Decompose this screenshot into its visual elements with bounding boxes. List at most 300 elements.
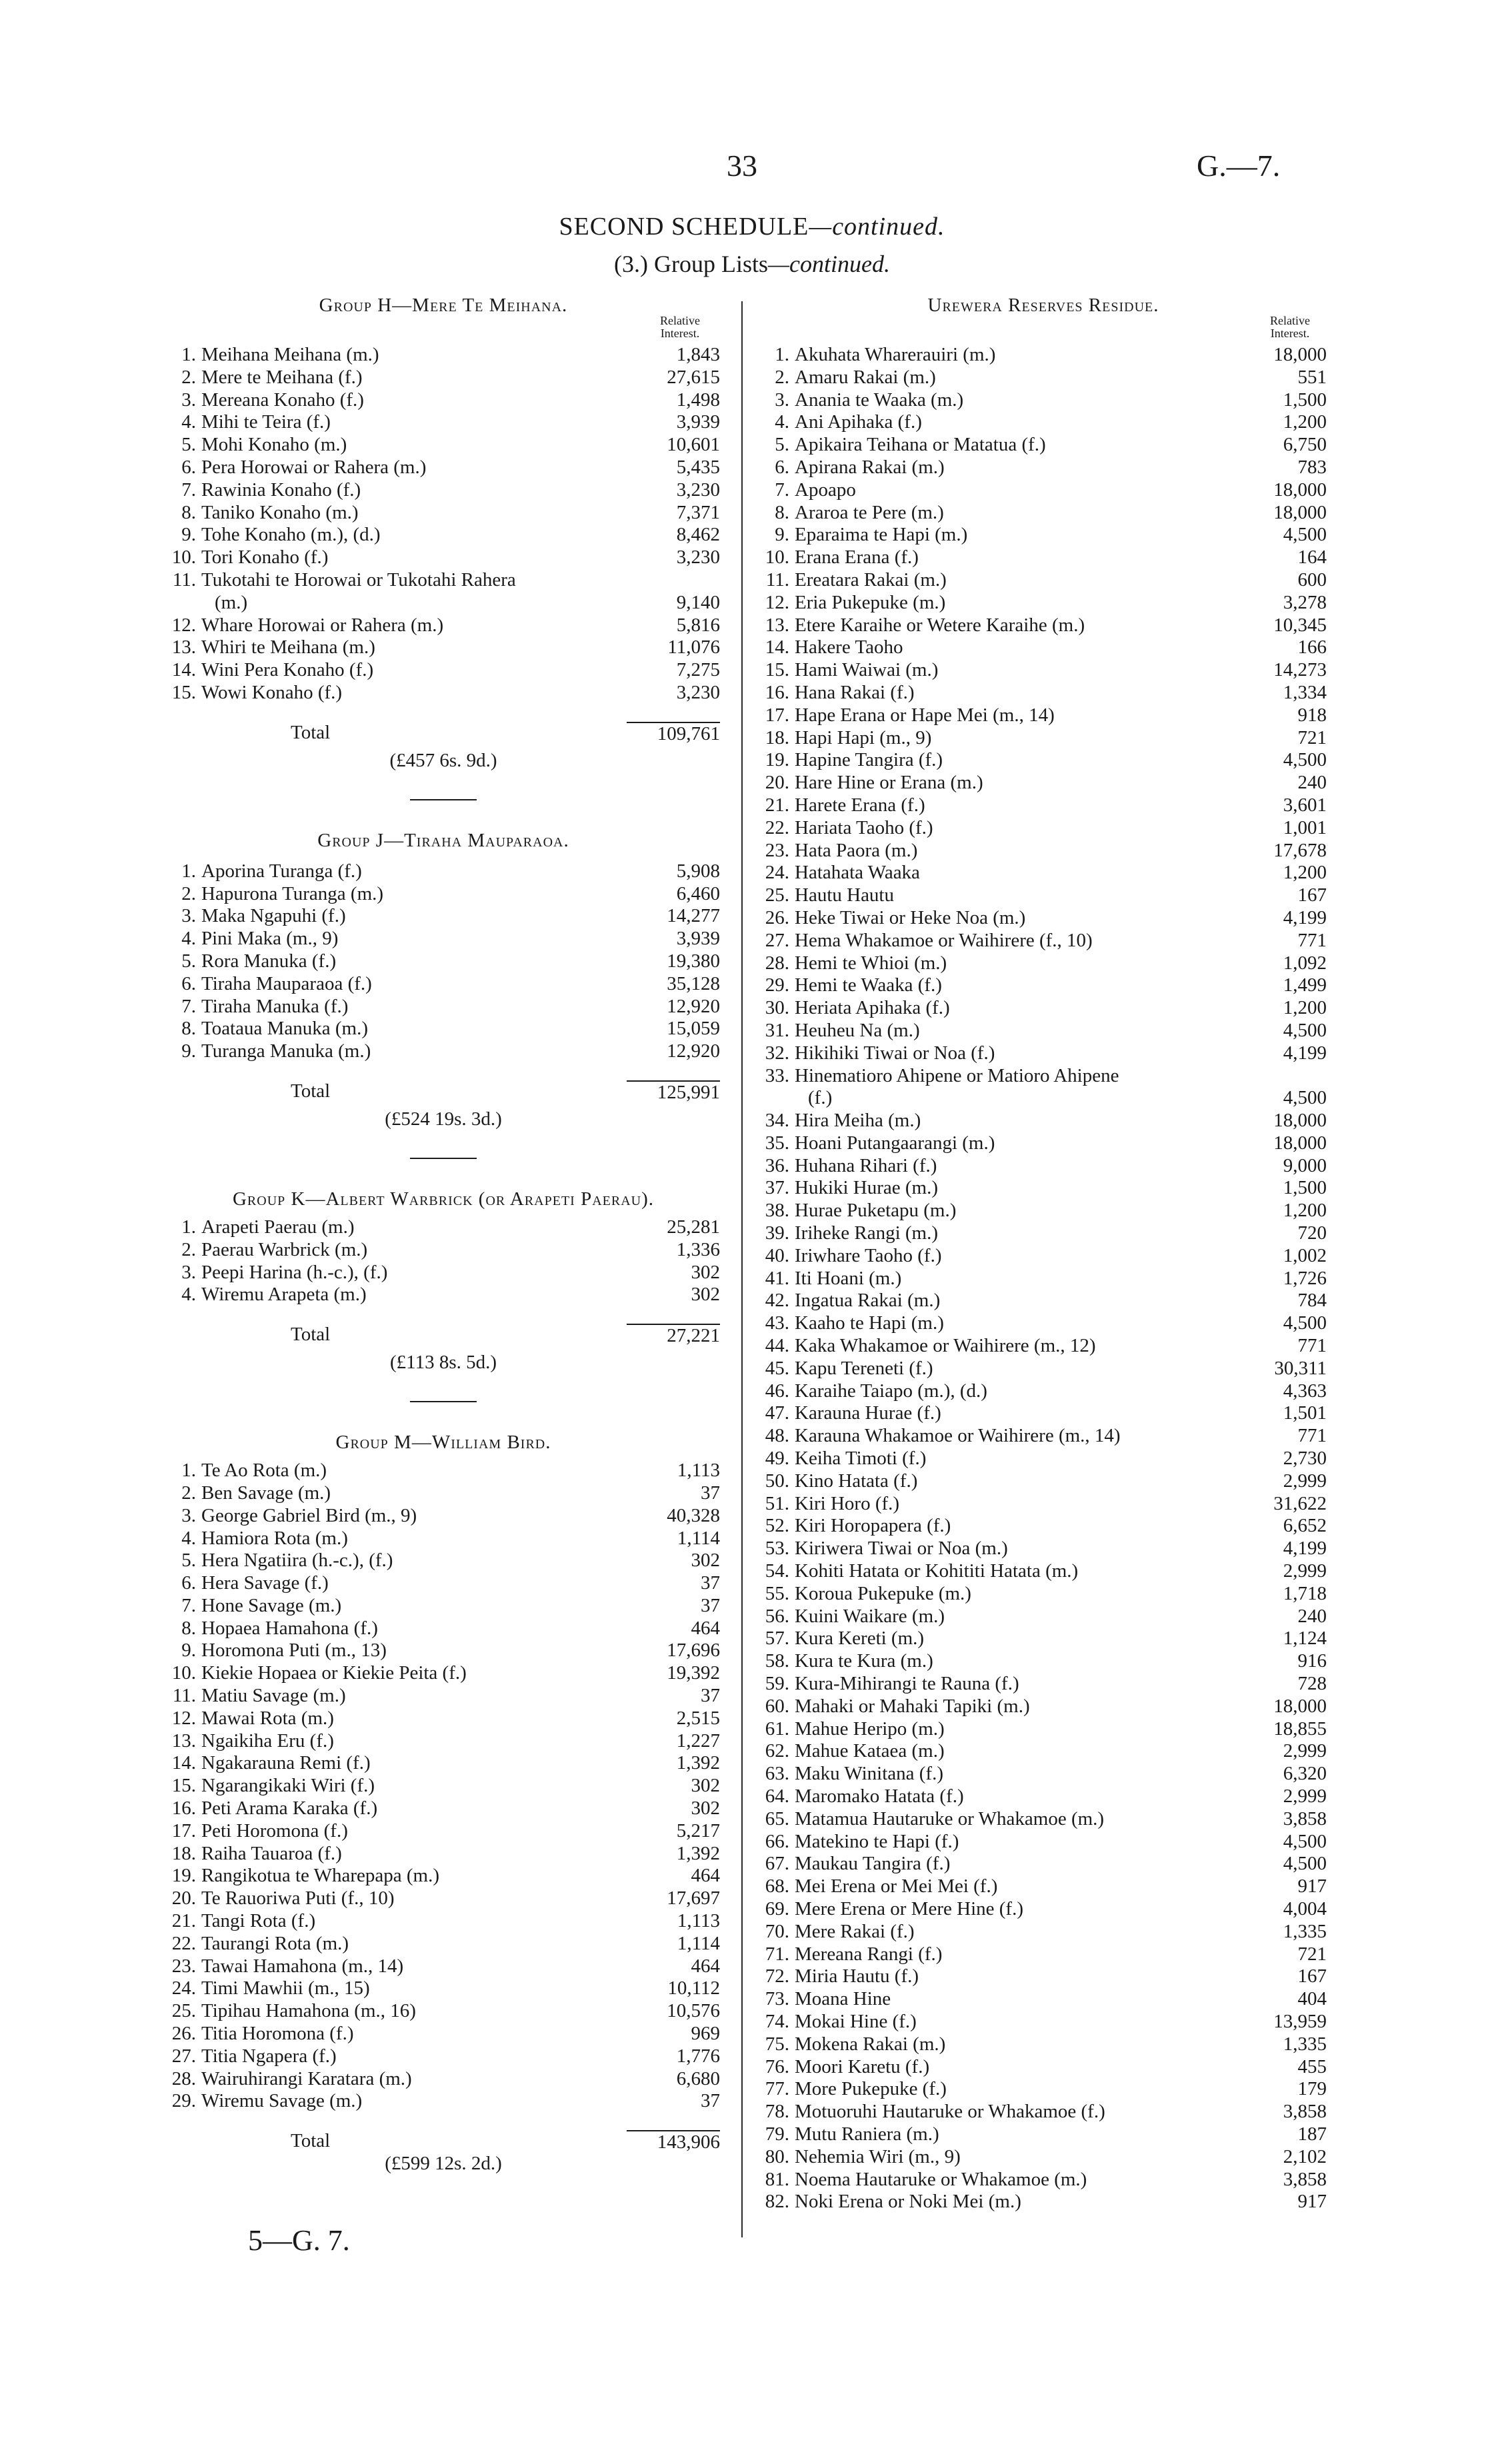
- item-value: 1,726: [1283, 1267, 1327, 1289]
- item-name: Hapine Tangira (f.): [795, 749, 943, 771]
- item-name: Apirana Rakai (m.): [795, 456, 945, 478]
- item-name: Hakere Taoho: [795, 636, 903, 658]
- item-name: Hira Meiha (m.): [795, 1110, 921, 1132]
- item-number: 2.: [181, 1238, 196, 1260]
- item-name: Kura Kereti (m.): [795, 1628, 925, 1650]
- item-name: Aporina Turanga (f.): [201, 860, 362, 882]
- list-item: [760, 1921, 1327, 1943]
- item-number: 12.: [765, 591, 789, 613]
- item-name: Peti Arama Karaka (f.): [201, 1798, 378, 1820]
- item-name: Hami Waiwai (m.): [795, 659, 939, 681]
- item-value: 551: [1297, 366, 1327, 388]
- item-name: Whiri te Meihana (m.): [201, 636, 375, 658]
- item-number: 26.: [765, 906, 789, 928]
- list-item: [760, 1312, 1327, 1335]
- item-number: 12.: [171, 1707, 196, 1729]
- item-number: 44.: [765, 1335, 789, 1357]
- item-value: 6,750: [1283, 434, 1327, 456]
- subtitle-text: (3.) Group Lists: [614, 251, 768, 277]
- item-name: Wairuhirangi Karatara (m.): [201, 2067, 412, 2089]
- list-item: [760, 1650, 1327, 1673]
- item-name: Moori Karetu (f.): [795, 2055, 930, 2077]
- item-value: 1,114: [677, 1932, 720, 1954]
- list-item: [167, 1460, 720, 1482]
- group-h-amount: (£457 6s. 9d.): [389, 749, 497, 771]
- list-item: [760, 1425, 1327, 1448]
- list-item: [760, 1965, 1327, 1988]
- group-k-title: Group K—Albert Warbrick (or Arapeti Paerau).: [232, 1188, 655, 1210]
- list-item: [167, 1887, 720, 1910]
- group-k-rows: [167, 1216, 720, 1306]
- item-name: Ingatua Rakai (m.): [795, 1290, 941, 1312]
- item-value: 25,281: [667, 1216, 720, 1238]
- item-name: Hemi te Waaka (f.): [795, 974, 942, 996]
- item-number: 66.: [765, 1830, 789, 1852]
- item-number: 52.: [765, 1515, 789, 1537]
- item-name: Harete Erana (f.): [795, 794, 925, 816]
- list-item: [760, 615, 1327, 637]
- item-value: 302: [691, 1798, 720, 1820]
- item-value: 4,199: [1283, 906, 1327, 928]
- item-name: Hemi te Whioi (m.): [795, 952, 947, 974]
- item-number: 7.: [181, 479, 196, 501]
- item-name: Huhana Rihari (f.): [795, 1154, 937, 1176]
- list-item: [760, 1493, 1327, 1516]
- item-value: 721: [1297, 1943, 1327, 1965]
- list-item: [760, 434, 1327, 457]
- item-name: Kohiti Hatata or Kohititi Hatata (m.): [795, 1560, 1079, 1582]
- item-value: 6,680: [676, 2067, 720, 2089]
- item-number: 47.: [765, 1402, 789, 1424]
- item-number: 75.: [765, 2033, 789, 2055]
- item-value: 7,275: [676, 659, 720, 681]
- list-item: [760, 457, 1327, 479]
- item-name: Maku Winitana (f.): [795, 1763, 943, 1785]
- item-name: Kiri Horo (f.): [795, 1492, 900, 1514]
- item-name: Hopaea Hamahona (f.): [201, 1617, 378, 1639]
- item-value: 11,076: [667, 636, 720, 658]
- list-item: [760, 1673, 1327, 1696]
- item-number: 23.: [171, 1955, 196, 1977]
- item-value: 918: [1297, 704, 1327, 726]
- item-number: 9.: [181, 1040, 196, 1062]
- item-value: 464: [691, 1865, 720, 1887]
- item-value: 3,939: [676, 411, 720, 433]
- list-item: [167, 457, 720, 479]
- column-divider: [741, 301, 743, 2237]
- item-name: Peti Horomona (f.): [201, 1820, 348, 1842]
- list-item: [760, 411, 1327, 434]
- list-item: [760, 704, 1327, 727]
- item-value: 4,500: [1283, 1019, 1327, 1041]
- list-item: [760, 907, 1327, 930]
- item-value: 1,335: [1283, 2033, 1327, 2055]
- item-value: 3,230: [676, 547, 720, 569]
- item-name: Mahaki or Mahaki Tapiki (m.): [795, 1695, 1030, 1717]
- item-name: Hukiki Hurae (m.): [795, 1177, 939, 1199]
- item-number: 8.: [181, 1617, 196, 1639]
- item-name: Kura-Mihirangi te Rauna (f.): [795, 1673, 1019, 1695]
- list-item: [167, 950, 720, 973]
- item-name: Koroua Pukepuke (m.): [795, 1582, 971, 1604]
- item-value: 1,227: [676, 1730, 720, 1752]
- item-value: 2,999: [1283, 1786, 1327, 1807]
- item-value: 1,392: [676, 1842, 720, 1864]
- item-name: Hariata Taoho (f.): [795, 816, 933, 838]
- item-value: 4,004: [1283, 1897, 1327, 1919]
- group-k-section: [167, 1188, 720, 1402]
- item-number: 33.: [765, 1064, 789, 1086]
- item-value: 9,000: [1283, 1154, 1327, 1176]
- item-value: 7,371: [676, 501, 720, 523]
- item-value: 179: [1297, 2078, 1327, 2100]
- item-name: Wiremu Savage (m.): [201, 2090, 363, 2112]
- item-name: Matamua Hautaruke or Whakamoe (m.): [795, 1808, 1105, 1830]
- item-name: Hera Savage (f.): [201, 1572, 329, 1594]
- item-name: Tukotahi te Horowai or Tukotahi Rahera: [201, 569, 516, 591]
- item-number: 3.: [181, 905, 196, 927]
- item-name: Ani Apihaka (f.): [795, 411, 922, 433]
- total-label: Total: [291, 1324, 331, 1346]
- item-name: Araroa te Pere (m.): [795, 501, 944, 523]
- item-number: 10.: [171, 547, 196, 569]
- item-number: 10.: [171, 1662, 196, 1684]
- list-item: [167, 1528, 720, 1550]
- group-h-section: [167, 295, 720, 800]
- total-label: Total: [291, 2130, 331, 2152]
- item-number: 48.: [765, 1425, 789, 1447]
- item-name: Hone Savage (m.): [201, 1594, 342, 1616]
- item-number: 18.: [765, 726, 789, 748]
- list-item: [760, 1222, 1327, 1245]
- list-item: [167, 524, 720, 547]
- item-name: Taniko Konaho (m.): [201, 501, 359, 523]
- list-item: [760, 1628, 1327, 1650]
- list-item: [760, 1831, 1327, 1853]
- item-number: 23.: [765, 839, 789, 861]
- item-name: Mereana Rangi (f.): [795, 1943, 943, 1965]
- item-value: 37: [701, 2090, 720, 2112]
- list-item: [760, 817, 1327, 840]
- list-item: [760, 1448, 1327, 1470]
- item-value: 18,000: [1273, 1695, 1327, 1717]
- item-value: 15,059: [667, 1018, 720, 1040]
- item-number: 7.: [181, 995, 196, 1017]
- list-item: [760, 479, 1327, 502]
- item-value: 917: [1297, 2191, 1327, 2213]
- list-item: [167, 2023, 720, 2045]
- item-value: 3,601: [1283, 794, 1327, 816]
- item-value: 4,199: [1283, 1042, 1327, 1064]
- right-column: [760, 295, 1327, 2213]
- list-item: [760, 1200, 1327, 1222]
- group-k-amount: (£113 8s. 5d.): [389, 1352, 497, 1374]
- item-name: Raiha Tauaroa (f.): [201, 1842, 342, 1864]
- item-number: 40.: [765, 1244, 789, 1266]
- item-value: 37: [701, 1482, 720, 1504]
- item-name: Hema Whakamoe or Waihirere (f., 10): [795, 929, 1093, 951]
- list-item: [167, 1640, 720, 1662]
- item-value: 404: [1297, 1988, 1327, 2010]
- item-number: 5.: [181, 434, 196, 456]
- list-item: [167, 1216, 720, 1239]
- item-value: 18,000: [1273, 479, 1327, 501]
- item-value: 3,230: [676, 681, 720, 703]
- item-number: 37.: [765, 1177, 789, 1199]
- item-value: 1,500: [1283, 1177, 1327, 1199]
- item-value: 784: [1297, 1290, 1327, 1312]
- item-name: Nehemia Wiri (m., 9): [795, 2145, 961, 2167]
- item-name: Ben Savage (m.): [201, 1482, 331, 1504]
- item-number: 26.: [171, 2023, 196, 2045]
- item-number: 8.: [775, 501, 789, 523]
- list-item: [760, 1606, 1327, 1628]
- list-item: [760, 2191, 1327, 2213]
- schedule-title-text: SECOND SCHEDULE: [559, 213, 809, 241]
- item-value: 5,816: [676, 614, 720, 636]
- list-item: [760, 2078, 1327, 2101]
- list-item: [760, 1538, 1327, 1560]
- list-item: [167, 2090, 720, 2113]
- item-value: 240: [1297, 772, 1327, 794]
- item-number: 73.: [765, 1988, 789, 2010]
- item-value: 18,000: [1273, 1110, 1327, 1132]
- item-name: Hikihiki Tiwai or Noa (f.): [795, 1042, 995, 1064]
- item-value: 1,200: [1283, 862, 1327, 884]
- item-value: 10,576: [667, 2000, 720, 2022]
- item-value: 166: [1297, 636, 1327, 658]
- item-name: Pera Horowai or Rahera (m.): [201, 456, 427, 478]
- list-item: [760, 1763, 1327, 1786]
- left-column: [167, 295, 720, 2175]
- list-item: [760, 2169, 1327, 2191]
- item-number: 57.: [765, 1628, 789, 1650]
- item-value: 1,114: [677, 1527, 720, 1549]
- list-item: [167, 996, 720, 1018]
- list-item: [167, 479, 720, 502]
- item-name: Mere te Meihana (f.): [201, 366, 363, 388]
- item-name: Motuoruhi Hautaruke or Whakamoe (f.): [795, 2101, 1105, 2123]
- item-number: 21.: [765, 794, 789, 816]
- item-number: 3.: [181, 1504, 196, 1526]
- item-name: Kuini Waikare (m.): [795, 1605, 945, 1627]
- item-value: 4,363: [1283, 1380, 1327, 1402]
- item-number: 49.: [765, 1448, 789, 1470]
- item-number: 1.: [181, 860, 196, 882]
- list-item: [760, 592, 1327, 615]
- list-item: [760, 1245, 1327, 1268]
- list-item: [760, 2101, 1327, 2123]
- item-name: Toataua Manuka (m.): [201, 1018, 369, 1040]
- list-item: [167, 1595, 720, 1618]
- list-item: [167, 1685, 720, 1708]
- item-value: 1,500: [1283, 389, 1327, 411]
- item-number: 63.: [765, 1763, 789, 1785]
- item-number: 5.: [181, 950, 196, 972]
- item-number: 79.: [765, 2123, 789, 2145]
- item-number: 51.: [765, 1492, 789, 1514]
- list-item: [760, 1853, 1327, 1875]
- item-value: 18,000: [1273, 1132, 1327, 1154]
- item-number: 2.: [181, 882, 196, 904]
- item-number: 59.: [765, 1673, 789, 1695]
- item-number: 4.: [775, 411, 789, 433]
- item-number: 29.: [171, 2090, 196, 2112]
- item-name: Ngarangikaki Wiri (f.): [201, 1775, 375, 1797]
- item-value: 464: [691, 1617, 720, 1639]
- item-value: 2,730: [1283, 1448, 1327, 1470]
- item-number: 4.: [181, 1284, 196, 1306]
- item-name: Whare Horowai or Rahera (m.): [201, 614, 444, 636]
- section-rule: [410, 1401, 477, 1402]
- item-value: 19,380: [667, 950, 720, 972]
- item-name: (f.): [808, 1087, 833, 1109]
- item-number: 61.: [765, 1718, 789, 1740]
- item-value: 4,199: [1283, 1538, 1327, 1560]
- item-name: Heke Tiwai or Heke Noa (m.): [795, 906, 1026, 928]
- item-number: 4.: [181, 1527, 196, 1549]
- item-number: 28.: [765, 952, 789, 974]
- item-number: 67.: [765, 1853, 789, 1875]
- item-name: Mohi Konaho (m.): [201, 434, 347, 456]
- list-item: [760, 1515, 1327, 1538]
- list-item: [167, 682, 720, 704]
- item-number: 60.: [765, 1695, 789, 1717]
- list-item: [760, 1560, 1327, 1583]
- item-number: 1.: [181, 344, 196, 365]
- item-number: 78.: [765, 2101, 789, 2123]
- list-item: [760, 727, 1327, 750]
- list-item: [760, 1988, 1327, 2011]
- item-number: 6.: [181, 456, 196, 478]
- item-name: Tawai Hamahona (m., 14): [201, 1955, 404, 1977]
- item-value: 3,939: [676, 928, 720, 950]
- item-number: 10.: [765, 547, 789, 569]
- item-value: [627, 569, 720, 592]
- list-item: [760, 1042, 1327, 1065]
- item-value: 969: [691, 2023, 720, 2045]
- item-name: Kaka Whakamoe or Waihirere (m., 12): [795, 1335, 1096, 1357]
- item-number: 39.: [765, 1222, 789, 1244]
- item-value: 1,334: [1283, 681, 1327, 703]
- item-number: 13.: [765, 614, 789, 636]
- list-item: [760, 2033, 1327, 2056]
- item-value: 4,500: [1283, 1312, 1327, 1334]
- item-number: 30.: [765, 997, 789, 1019]
- item-number: 1.: [181, 1216, 196, 1238]
- item-name: Pini Maka (m., 9): [201, 928, 339, 950]
- item-name: Rangikotua te Wharepapa (m.): [201, 1865, 439, 1887]
- item-value: 2,999: [1283, 1560, 1327, 1582]
- item-number: 1.: [775, 344, 789, 365]
- item-number: 42.: [765, 1290, 789, 1312]
- list-item: [167, 1820, 720, 1843]
- list-item: [167, 1618, 720, 1640]
- list-item: [167, 1752, 720, 1775]
- item-value: 1,718: [1283, 1582, 1327, 1604]
- item-name: Hoani Putangaarangi (m.): [795, 1132, 995, 1154]
- item-name: Paerau Warbrick (m.): [201, 1238, 368, 1260]
- item-name: Ngaikiha Eru (f.): [201, 1730, 334, 1752]
- list-item: [760, 1583, 1327, 1606]
- list-item: [167, 1662, 720, 1685]
- item-number: 29.: [765, 974, 789, 996]
- item-number: 27.: [171, 2045, 196, 2067]
- list-item: [760, 1177, 1327, 1200]
- item-name: Keiha Timoti (f.): [795, 1448, 927, 1470]
- item-value: 18,000: [1273, 344, 1327, 365]
- item-name: Wiremu Arapeta (m.): [201, 1284, 367, 1306]
- item-value: 600: [1297, 569, 1327, 591]
- group-j-total-row: [167, 1080, 720, 1103]
- list-item: [167, 1955, 720, 1978]
- list-item: [167, 1933, 720, 1955]
- item-name: Wini Pera Konaho (f.): [201, 659, 374, 681]
- item-value: 464: [691, 1955, 720, 1977]
- item-name: Tipihau Hamahona (m., 16): [201, 2000, 416, 2022]
- item-value: 1,001: [1283, 816, 1327, 838]
- item-number: 34.: [765, 1110, 789, 1132]
- item-name: Horomona Puti (m., 13): [201, 1640, 387, 1662]
- item-number: 20.: [171, 1887, 196, 1909]
- list-item: [167, 367, 720, 389]
- list-item: [760, 659, 1327, 682]
- item-value: 1,499: [1283, 974, 1327, 996]
- list-item: [760, 1087, 1327, 1110]
- list-item: [760, 1020, 1327, 1042]
- item-number: 19.: [171, 1865, 196, 1887]
- list-item: [167, 1239, 720, 1262]
- item-number: 7.: [181, 1594, 196, 1616]
- list-item: [760, 1718, 1327, 1741]
- item-name: Turanga Manuka (m.): [201, 1040, 371, 1062]
- item-number: 41.: [765, 1267, 789, 1289]
- item-value: 17,697: [667, 1887, 720, 1909]
- list-item: [167, 2000, 720, 2023]
- item-number: 6.: [181, 972, 196, 994]
- item-number: 70.: [765, 1920, 789, 1942]
- item-value: 37: [701, 1572, 720, 1594]
- list-item: [167, 1865, 720, 1887]
- item-number: 56.: [765, 1605, 789, 1627]
- list-item: [167, 1730, 720, 1753]
- item-value: 2,999: [1283, 1740, 1327, 1762]
- item-number: 64.: [765, 1786, 789, 1807]
- item-name: Te Ao Rota (m.): [201, 1460, 327, 1482]
- item-value: 3,858: [1283, 1808, 1327, 1830]
- item-number: 22.: [171, 1932, 196, 1954]
- list-item: [760, 1786, 1327, 1808]
- item-name: Karaihe Taiapo (m.), (d.): [795, 1380, 987, 1402]
- group-j-title: Group J—Tiraha Mauparaoa.: [317, 829, 569, 851]
- item-number: 15.: [765, 659, 789, 681]
- item-value: 1,092: [1283, 952, 1327, 974]
- item-number: 62.: [765, 1740, 789, 1762]
- item-value: 37: [701, 1685, 720, 1707]
- item-name: Mihi te Teira (f.): [201, 411, 331, 433]
- item-number: 77.: [765, 2078, 789, 2100]
- page-number: 33: [727, 149, 757, 183]
- item-number: 68.: [765, 1875, 789, 1897]
- item-number: 2.: [181, 1482, 196, 1504]
- item-name: Hinematioro Ahipene or Matioro Ahipene: [795, 1064, 1119, 1086]
- list-item: [167, 659, 720, 682]
- item-value: 27,615: [667, 366, 720, 388]
- item-value: 5,435: [676, 456, 720, 478]
- item-number: 24.: [765, 862, 789, 884]
- item-value: 167: [1297, 1965, 1327, 1987]
- urewera-rows: [760, 344, 1327, 2213]
